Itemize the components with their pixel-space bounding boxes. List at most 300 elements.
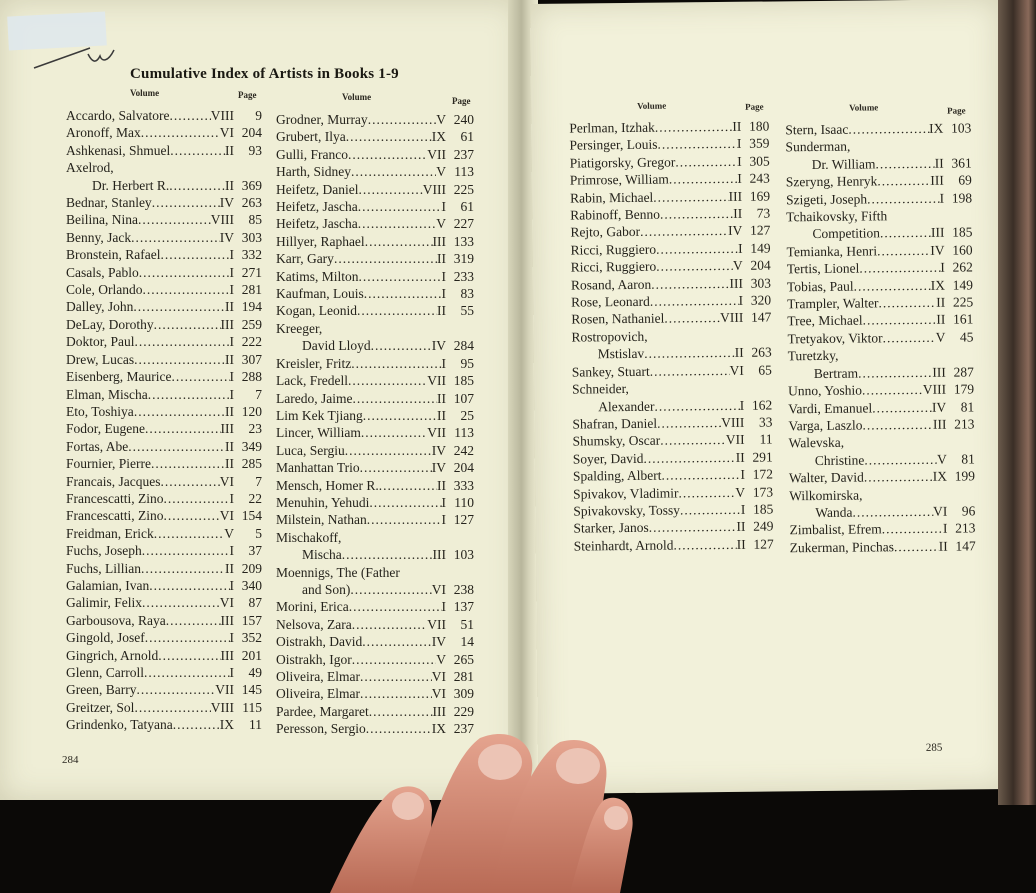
dot-leader — [661, 466, 740, 484]
col-header-page: Page — [452, 96, 471, 106]
dot-leader — [653, 188, 728, 206]
artist-name: and Son) — [302, 581, 351, 597]
index-entry — [276, 302, 474, 319]
page-ref: 204 — [453, 460, 474, 476]
index-entry — [276, 511, 474, 528]
volume-number: I — [739, 397, 745, 413]
index-entry — [572, 396, 772, 415]
volume-number: VI — [219, 508, 234, 524]
artist-name: Kaufman, Louis — [276, 286, 364, 302]
page-ref: 107 — [453, 390, 474, 406]
volume-number: I — [737, 171, 742, 187]
artist-name: Ricci, Ruggiero — [570, 241, 657, 258]
artist-name: Bertram — [813, 365, 859, 381]
page-ref: 303 — [241, 229, 262, 245]
artist-name: Aronoff, Max — [66, 125, 141, 141]
dot-leader — [134, 699, 210, 716]
index-entry — [573, 483, 773, 502]
volume-number: III — [220, 421, 234, 437]
artist-name: Galimir, Felix — [66, 595, 142, 611]
dot-leader — [360, 459, 432, 476]
index-entry — [66, 211, 262, 228]
page-ref: 287 — [953, 364, 974, 380]
artist-name: Sankey, Stuart — [571, 363, 650, 380]
dot-leader — [649, 518, 737, 536]
artist-name: Heifetz, Jascha — [276, 216, 358, 232]
index-entry — [66, 629, 262, 646]
artist-name: Mensch, Homer R. — [276, 477, 379, 493]
artist-name: Ashkenasi, Shmuel — [66, 142, 171, 158]
page-ref: 83 — [460, 286, 474, 302]
page-ref: 61 — [460, 199, 474, 215]
artist-name: Doktor, Paul — [66, 334, 135, 350]
volume-number: IV — [431, 460, 446, 476]
index-entry — [66, 368, 262, 385]
dot-leader — [680, 501, 741, 519]
volume-number: II — [225, 299, 234, 315]
page-ref: 222 — [241, 334, 262, 350]
artist-name: Fortas, Abe — [66, 438, 129, 454]
index-entry — [66, 647, 262, 664]
artist-name: Kreisler, Fritz — [276, 355, 352, 371]
dot-leader — [131, 229, 220, 246]
index-entry — [276, 581, 474, 598]
index-entry — [66, 594, 262, 611]
index-entry — [786, 189, 972, 208]
dot-leader — [342, 546, 433, 563]
volume-number: IV — [219, 229, 234, 245]
artist-name: DeLay, Dorothy — [66, 316, 154, 332]
artist-name: Shumsky, Oscar — [572, 432, 661, 449]
index-entry — [66, 455, 262, 472]
volume-number: III — [432, 547, 446, 563]
page-ref: 307 — [241, 351, 262, 367]
volume-number: VI — [431, 581, 446, 597]
index-entry — [572, 344, 772, 363]
index-entry — [788, 398, 974, 417]
page-ref: 127 — [453, 512, 474, 528]
dot-leader — [346, 128, 432, 145]
volume-number: I — [740, 466, 746, 482]
index-entry — [573, 500, 773, 519]
artist-name: Harth, Sidney — [276, 164, 351, 180]
volume-number: I — [229, 334, 234, 350]
index-entry — [786, 224, 972, 243]
dot-leader — [650, 362, 730, 380]
page-ref: 194 — [241, 299, 262, 315]
index-entry — [66, 386, 262, 403]
index-entry — [572, 431, 772, 450]
artist-name: Competition — [812, 225, 880, 242]
index-entry — [66, 577, 262, 594]
artist-name: Dr. William — [811, 156, 876, 172]
index-entry — [276, 442, 474, 459]
col-header-volume: Volume — [637, 100, 667, 111]
dot-leader — [371, 337, 432, 354]
index-entry — [276, 233, 474, 250]
page-ref: 349 — [241, 438, 262, 454]
index-column — [569, 118, 774, 555]
volume-number: II — [938, 538, 948, 554]
index-entry — [66, 194, 262, 211]
index-entry — [66, 264, 262, 281]
artist-name: Mstislav — [597, 346, 645, 362]
hand-fingers-icon — [320, 730, 640, 893]
volume-number: IV — [431, 338, 446, 354]
dot-leader — [359, 268, 442, 285]
dot-leader — [877, 172, 930, 190]
artist-name: Kreeger, — [276, 320, 323, 336]
dot-leader — [351, 355, 441, 372]
index-entry — [785, 119, 971, 138]
page-ref: 204 — [750, 257, 771, 273]
page-ref: 81 — [960, 398, 975, 415]
index-entry — [788, 415, 974, 434]
artist-name: Benny, Jack — [66, 229, 132, 245]
page-ref: 198 — [951, 190, 973, 206]
artist-name: Ricci, Ruggiero — [570, 258, 657, 275]
volume-number: II — [437, 407, 446, 423]
index-entry — [569, 118, 769, 137]
page-ref: 227 — [453, 216, 474, 232]
volume-number: II — [733, 205, 743, 221]
index-column — [785, 119, 976, 556]
index-entry — [66, 177, 262, 194]
volume-number: I — [441, 268, 446, 284]
page-ref: 93 — [248, 142, 262, 158]
dot-leader — [643, 449, 735, 467]
artist-name: Tobias, Paul — [786, 278, 854, 294]
volume-number: III — [432, 703, 446, 719]
index-entry — [789, 433, 975, 452]
index-entry — [276, 320, 474, 337]
page-ref: 303 — [750, 275, 772, 291]
page-ref: 33 — [758, 414, 773, 430]
dot-leader — [654, 396, 739, 414]
page-ref: 172 — [752, 466, 774, 482]
page-ref: 242 — [453, 442, 474, 458]
volume-number: III — [220, 316, 234, 332]
page-ref: 9 — [255, 108, 262, 123]
index-entry — [572, 379, 772, 398]
volume-number: I — [229, 247, 234, 263]
volume-number: VIII — [719, 310, 744, 326]
page-ref: 309 — [453, 686, 474, 702]
dot-leader — [894, 538, 939, 556]
page-ref: 263 — [751, 344, 772, 360]
volume-number: VII — [215, 682, 234, 698]
artist-name: Tretyakov, Viktor — [787, 330, 883, 347]
artist-name: Bronstein, Rafael — [66, 247, 161, 263]
page-ref: 115 — [242, 699, 262, 715]
volume-number: I — [229, 665, 234, 680]
artist-name: Freidman, Erick — [66, 525, 154, 541]
page-ref: 240 — [453, 112, 474, 127]
dot-leader — [368, 111, 437, 128]
volume-number: IV — [728, 223, 743, 239]
page-ref: 237 — [453, 721, 474, 737]
volume-number: II — [437, 477, 446, 493]
artist-name: Fuchs, Lillian — [66, 560, 141, 576]
dot-leader — [144, 664, 230, 681]
page-ref: 49 — [248, 665, 262, 680]
index-entry — [276, 268, 474, 285]
volume-number: III — [432, 233, 446, 249]
volume-number: VII — [725, 432, 745, 448]
volume-number: I — [229, 543, 234, 559]
dot-leader — [664, 309, 720, 327]
volume-number: II — [225, 177, 234, 193]
index-entry — [276, 337, 474, 354]
index-entry — [276, 285, 474, 302]
dot-leader — [848, 120, 929, 138]
dot-leader — [882, 520, 943, 538]
dot-leader — [128, 438, 225, 455]
dot-leader — [357, 302, 437, 319]
dot-leader — [364, 285, 442, 302]
artist-name: Grodner, Murray — [276, 112, 368, 127]
dot-leader — [673, 536, 736, 554]
volume-number: II — [736, 536, 746, 552]
volume-number: V — [732, 258, 743, 274]
volume-number: II — [437, 390, 446, 406]
volume-number: I — [229, 369, 234, 385]
page-ref: 113 — [454, 425, 474, 441]
volume-number: I — [738, 292, 744, 308]
volume-number: I — [441, 355, 446, 371]
artist-name: Galamian, Ivan — [66, 577, 150, 593]
dot-leader — [361, 424, 427, 441]
artist-name: Tertis, Lionel — [786, 260, 860, 277]
volume-number: IX — [930, 277, 946, 293]
artist-name: Dalley, John — [66, 299, 134, 315]
dot-leader — [640, 222, 728, 240]
page-ref: 185 — [453, 373, 474, 389]
volume-number: III — [930, 172, 944, 189]
dot-leader — [859, 259, 940, 277]
volume-number: IV — [431, 442, 446, 458]
volume-number: II — [936, 312, 946, 328]
dot-leader — [862, 416, 933, 434]
page-ref: 37 — [248, 543, 262, 559]
index-entry — [570, 187, 770, 206]
dot-leader — [360, 685, 432, 702]
dot-leader — [369, 494, 441, 511]
right-page — [530, 0, 1008, 794]
artist-name: Manhattan Trio — [276, 460, 360, 476]
dot-leader — [134, 333, 229, 350]
dot-leader — [656, 257, 733, 275]
volume-number: II — [934, 155, 944, 171]
page-ref: 265 — [453, 651, 474, 667]
index-entry — [787, 293, 973, 312]
dot-leader — [660, 205, 733, 223]
index-entry — [276, 163, 474, 180]
artist-name: Piatigorsky, Gregor — [569, 154, 676, 171]
volume-number: VIII — [721, 414, 745, 430]
index-entry — [786, 172, 972, 191]
index-entry — [570, 239, 770, 258]
dot-leader — [142, 542, 230, 559]
volume-number: III — [930, 225, 945, 241]
dot-leader — [169, 177, 225, 194]
volume-number: VII — [427, 425, 446, 441]
volume-number: II — [225, 351, 234, 367]
artist-name: Zukerman, Pinchas — [789, 538, 895, 556]
artist-name: Drew, Lucas — [66, 351, 135, 367]
artist-name: Francescatti, Zino — [66, 508, 164, 524]
page-ref: 271 — [241, 264, 262, 280]
page-ref: 110 — [454, 494, 474, 510]
artist-name: Shafran, Daniel — [572, 415, 658, 432]
volume-number: I — [737, 240, 743, 256]
artist-name: Menuhin, Yehudi — [276, 494, 370, 510]
page-ref: 113 — [454, 164, 474, 180]
index-entry — [276, 546, 474, 563]
col-header-volume: Volume — [130, 88, 160, 98]
index-entry — [66, 298, 262, 315]
page-ref: 361 — [951, 155, 972, 171]
artist-name: Karr, Gary — [276, 251, 334, 267]
volume-number: I — [229, 490, 234, 506]
page-ref: 161 — [952, 311, 974, 328]
page-ref: 305 — [749, 153, 770, 169]
dot-leader — [651, 275, 729, 293]
volume-number: V — [436, 112, 446, 127]
dot-leader — [669, 170, 738, 188]
artist-name: Mischa — [302, 547, 342, 563]
dot-leader — [148, 386, 230, 403]
page-ref: 120 — [241, 403, 262, 419]
index-entry — [276, 494, 474, 511]
volume-number: V — [936, 451, 947, 467]
volume-number: IX — [431, 129, 446, 145]
page-ref: 22 — [248, 490, 262, 506]
artist-name: Dr. Herbert R. — [92, 177, 170, 193]
page-ref: 11 — [249, 717, 262, 733]
artist-name: Trampler, Walter — [787, 295, 879, 312]
page-ref: 149 — [952, 277, 974, 293]
index-entry — [66, 681, 262, 698]
page-ref: 263 — [241, 195, 262, 211]
artist-name: Heifetz, Daniel — [276, 181, 359, 197]
volume-number: II — [936, 294, 946, 310]
page-ref: 213 — [955, 520, 976, 536]
index-entry — [276, 529, 474, 546]
index-entry — [276, 407, 474, 424]
artist-name: Elman, Mischa — [66, 386, 148, 402]
artist-name: Glenn, Carroll — [66, 665, 144, 680]
page-ref: 160 — [952, 242, 973, 258]
page-ref: 69 — [958, 172, 972, 188]
index-entry — [276, 477, 474, 494]
artist-name: Wilkomirska, — [789, 487, 863, 503]
dot-leader — [134, 351, 225, 368]
artist-name: Tchaikovsky, Fifth — [786, 208, 888, 225]
artist-name: Rosand, Aaron — [570, 276, 652, 293]
volume-number: I — [229, 264, 234, 280]
volume-number: VI — [219, 595, 234, 611]
dot-leader — [145, 420, 221, 437]
dot-leader — [173, 716, 220, 733]
volume-number: V — [224, 525, 234, 541]
dot-leader — [367, 511, 442, 528]
dot-leader — [867, 189, 940, 207]
index-entry — [276, 459, 474, 476]
artist-name: Hillyer, Raphael — [276, 233, 365, 249]
dot-leader — [875, 155, 934, 173]
dot-leader — [675, 153, 737, 171]
index-entry — [573, 466, 773, 485]
dot-leader — [141, 124, 220, 141]
dot-leader — [139, 264, 230, 281]
page-ref: 147 — [955, 538, 976, 554]
page-ref: 237 — [453, 146, 474, 162]
index-entry — [66, 316, 262, 333]
volume-number: V — [436, 651, 446, 667]
dot-leader — [862, 381, 923, 399]
page-ref: 201 — [241, 647, 262, 663]
page-ref: 162 — [751, 396, 773, 413]
dot-leader — [158, 647, 220, 664]
page-ref: 333 — [453, 477, 474, 493]
volume-number: I — [740, 501, 746, 517]
page-ref: 340 — [241, 577, 262, 593]
artist-name: Grubert, Ilya — [276, 129, 346, 145]
artist-name: Oliveira, Elmar — [276, 669, 360, 684]
artist-name: Christine — [814, 452, 865, 468]
index-entry — [66, 612, 262, 629]
page-ref: 249 — [753, 518, 774, 535]
page-ref: 103 — [453, 547, 474, 563]
artist-name: Greitzer, Sol — [66, 699, 135, 715]
col-header-page: Page — [947, 105, 966, 116]
volume-number: IV — [930, 242, 945, 258]
artist-name: Gulli, Franco — [276, 146, 348, 162]
index-entry — [66, 281, 262, 298]
index-entry — [276, 633, 474, 650]
page-ref: 229 — [453, 703, 474, 719]
artist-name: Heifetz, Jascha — [276, 199, 358, 215]
index-entry — [570, 170, 770, 189]
page-ref: 285 — [241, 456, 262, 472]
page-ref: 199 — [954, 468, 976, 484]
dot-leader — [348, 372, 427, 389]
dot-leader — [363, 407, 437, 424]
col-header-page: Page — [238, 90, 257, 100]
volume-number: VIII — [210, 108, 234, 123]
artist-name: Schneider, — [571, 381, 629, 397]
artist-name: Eisenberg, Maurice — [66, 369, 172, 385]
index-entry — [276, 372, 474, 389]
page-ref: 291 — [752, 449, 773, 465]
index-entry — [66, 699, 262, 716]
volume-number: III — [220, 647, 234, 663]
artist-name: Stern, Isaac — [785, 121, 849, 138]
artist-name: Green, Barry — [66, 682, 137, 698]
index-entry — [276, 390, 474, 407]
volume-number: IV — [431, 634, 446, 650]
volume-number: I — [229, 386, 234, 402]
volume-number: III — [220, 612, 234, 628]
page-ref: 185 — [752, 501, 774, 517]
page-ref: 87 — [248, 595, 262, 611]
volume-number: II — [225, 456, 234, 472]
artist-name: Alexander — [598, 398, 655, 414]
dot-leader — [358, 198, 442, 215]
volume-number: I — [942, 521, 948, 537]
index-entry — [66, 351, 262, 368]
